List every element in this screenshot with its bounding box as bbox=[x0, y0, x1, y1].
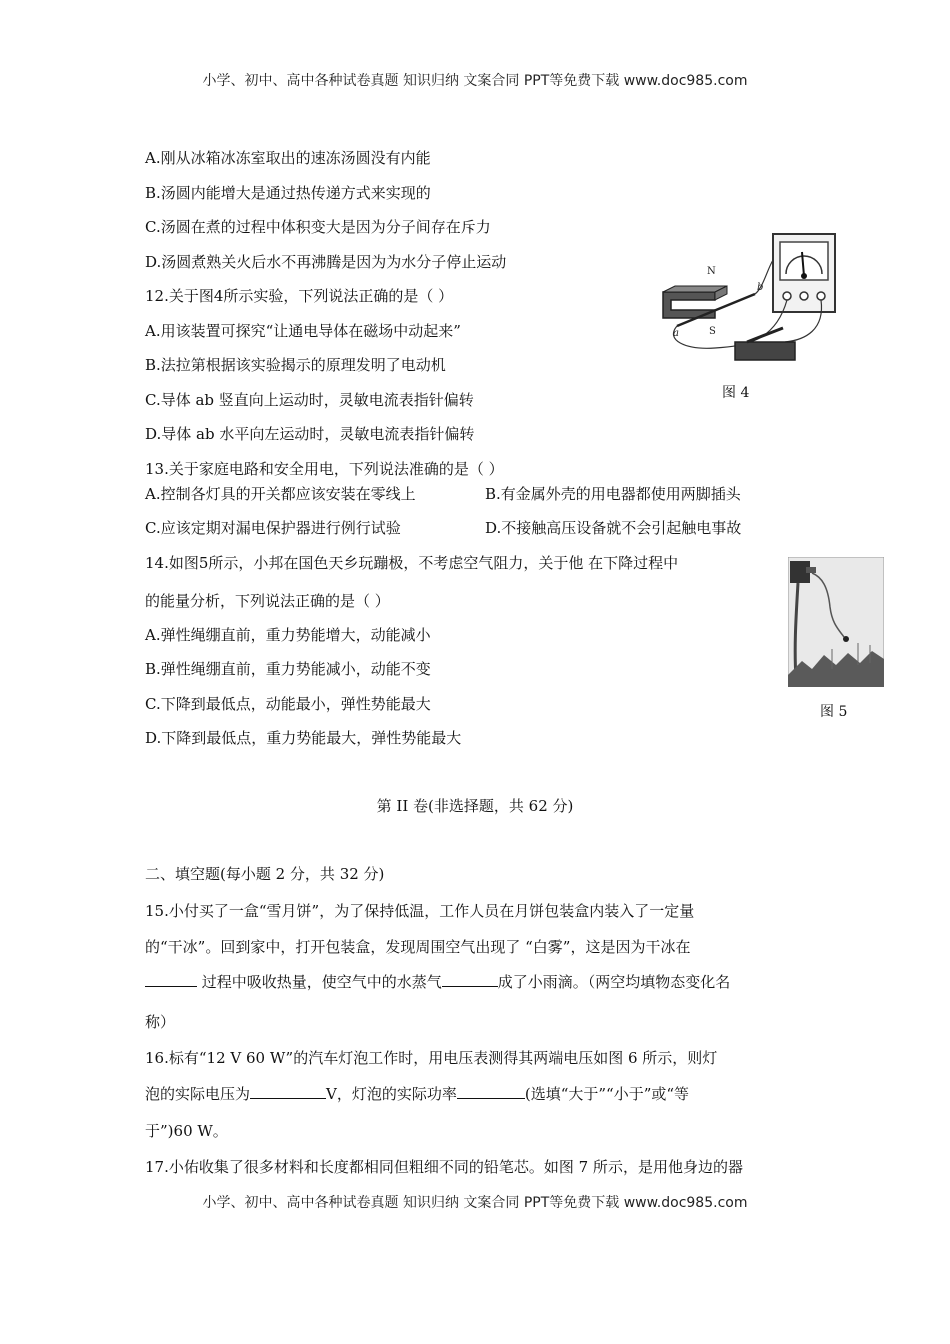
q15-blank-2[interactable] bbox=[442, 972, 498, 987]
figure-4-caption: 图 4 bbox=[722, 385, 750, 401]
q15-line4: 称） bbox=[145, 1013, 176, 1031]
q12-stem: 12.关于图4所示实验，下列说法正确的是（ ） bbox=[145, 287, 454, 305]
page-header: 小学、初中、高中各种试卷真题 知识归纳 文案合同 PPT等免费下载 www.doc985.com bbox=[202, 73, 748, 89]
figure-5-caption: 图 5 bbox=[820, 704, 848, 720]
q15-line3-end: 成了小雨滴。（两空均填物态变化名 bbox=[497, 973, 731, 991]
q16-blank-1[interactable] bbox=[250, 1084, 326, 1099]
section-2-subtitle: 二、填空题(每小题 2 分，共 32 分) bbox=[145, 865, 385, 883]
q11-option-a: A.刚从冰箱冰冻室取出的速冻汤圆没有内能 bbox=[145, 149, 431, 167]
q13-option-a: A.控制各灯具的开关都应该安装在零线上 bbox=[145, 485, 416, 503]
section-2-title: 第 II 卷(非选择题，共 62 分) bbox=[376, 797, 574, 815]
q11-option-c: C.汤圆在煮的过程中体积变大是因为分子间存在斥力 bbox=[145, 218, 491, 236]
q16-line2-mid: V，灯泡的实际功率 bbox=[326, 1085, 457, 1103]
q15-line3 bbox=[145, 971, 730, 992]
q16-line2-end: (选填“大于”“小于”或“等 bbox=[524, 1085, 690, 1103]
q14-stem-line1: 14.如图5所示，小邦在国色天乡玩蹦极，不考虑空气阻力，关于他 在下降过程中 bbox=[145, 554, 679, 572]
q15-line2: 的“干冰”。回到家中，打开包装盒，发现周围空气出现了 “白雾”，这是因为干冰在 bbox=[145, 938, 691, 956]
q14-stem-line2: 的能量分析，下列说法正确的是（ ） bbox=[145, 592, 390, 610]
q11-option-b: B.汤圆内能增大是通过热传递方式来实现的 bbox=[145, 184, 431, 202]
q14-option-a: A.弹性绳绷直前，重力势能增大，动能减小 bbox=[145, 626, 431, 644]
figure-4-label-b: b bbox=[757, 282, 764, 293]
figure-4-label-s: S bbox=[709, 326, 716, 337]
q14-option-c: C.下降到最低点，动能最小，弹性势能最大 bbox=[145, 695, 431, 713]
q14-option-b: B.弹性绳绷直前，重力势能减小，动能不变 bbox=[145, 660, 431, 678]
q12-option-b: B.法拉第根据该实验揭示的原理发明了电动机 bbox=[145, 356, 446, 374]
page-footer: 小学、初中、高中各种试卷真题 知识归纳 文案合同 PPT等免费下载 www.doc985.com bbox=[202, 1195, 748, 1211]
q13-stem: 13.关于家庭电路和安全用电，下列说法准确的是（ ） bbox=[145, 460, 504, 478]
q13-option-d: D.不接触高压设备就不会引起触电事故 bbox=[485, 519, 742, 537]
q12-option-a: A.用该装置可探究“让通电导体在磁场中动起来” bbox=[145, 322, 461, 340]
q16-line2-start: 泡的实际电压为 bbox=[145, 1085, 251, 1103]
q13-option-b: B.有金属外壳的用电器都使用两脚插头 bbox=[485, 485, 741, 503]
q16-line1: 16.标有“12 V 60 W”的汽车灯泡工作时，用电压表测得其两端电压如图 6 所示，则灯 bbox=[145, 1049, 718, 1067]
figure-4-label-n: N bbox=[707, 266, 716, 277]
q14-option-d: D.下降到最低点，重力势能最大，弹性势能最大 bbox=[145, 729, 462, 747]
q17-line1: 17.小佑收集了很多材料和长度都相同但粗细不同的铅笔芯。如图 7 所示，是用他身边的器 bbox=[145, 1158, 743, 1176]
q15-line3-mid: 过程中吸收热量，使空气中的水蒸气 bbox=[197, 973, 442, 991]
q16-line3: 于”)60 W。 bbox=[145, 1122, 228, 1140]
q12-option-c: C.导体 ab 竖直向上运动时，灵敏电流表指针偏转 bbox=[145, 391, 474, 409]
figure-4-label-a: a bbox=[673, 328, 679, 339]
q16-line2 bbox=[145, 1083, 689, 1104]
q11-option-d: D.汤圆煮熟关火后水不再沸腾是因为为水分子停止运动 bbox=[145, 253, 507, 271]
figure-5-bungee-photo bbox=[788, 557, 884, 687]
q16-blank-2[interactable] bbox=[457, 1084, 525, 1099]
q12-option-d: D.导体 ab 水平向左运动时，灵敏电流表指针偏转 bbox=[145, 425, 475, 443]
q13-option-c: C.应该定期对漏电保护器进行例行试验 bbox=[145, 519, 401, 537]
q15-line1: 15.小付买了一盒“雪月饼”，为了保持低温，工作人员在月饼包装盒内装入了一定量 bbox=[145, 902, 695, 920]
figure-4-induction-apparatus bbox=[655, 230, 840, 375]
q15-blank-1[interactable] bbox=[145, 972, 197, 987]
